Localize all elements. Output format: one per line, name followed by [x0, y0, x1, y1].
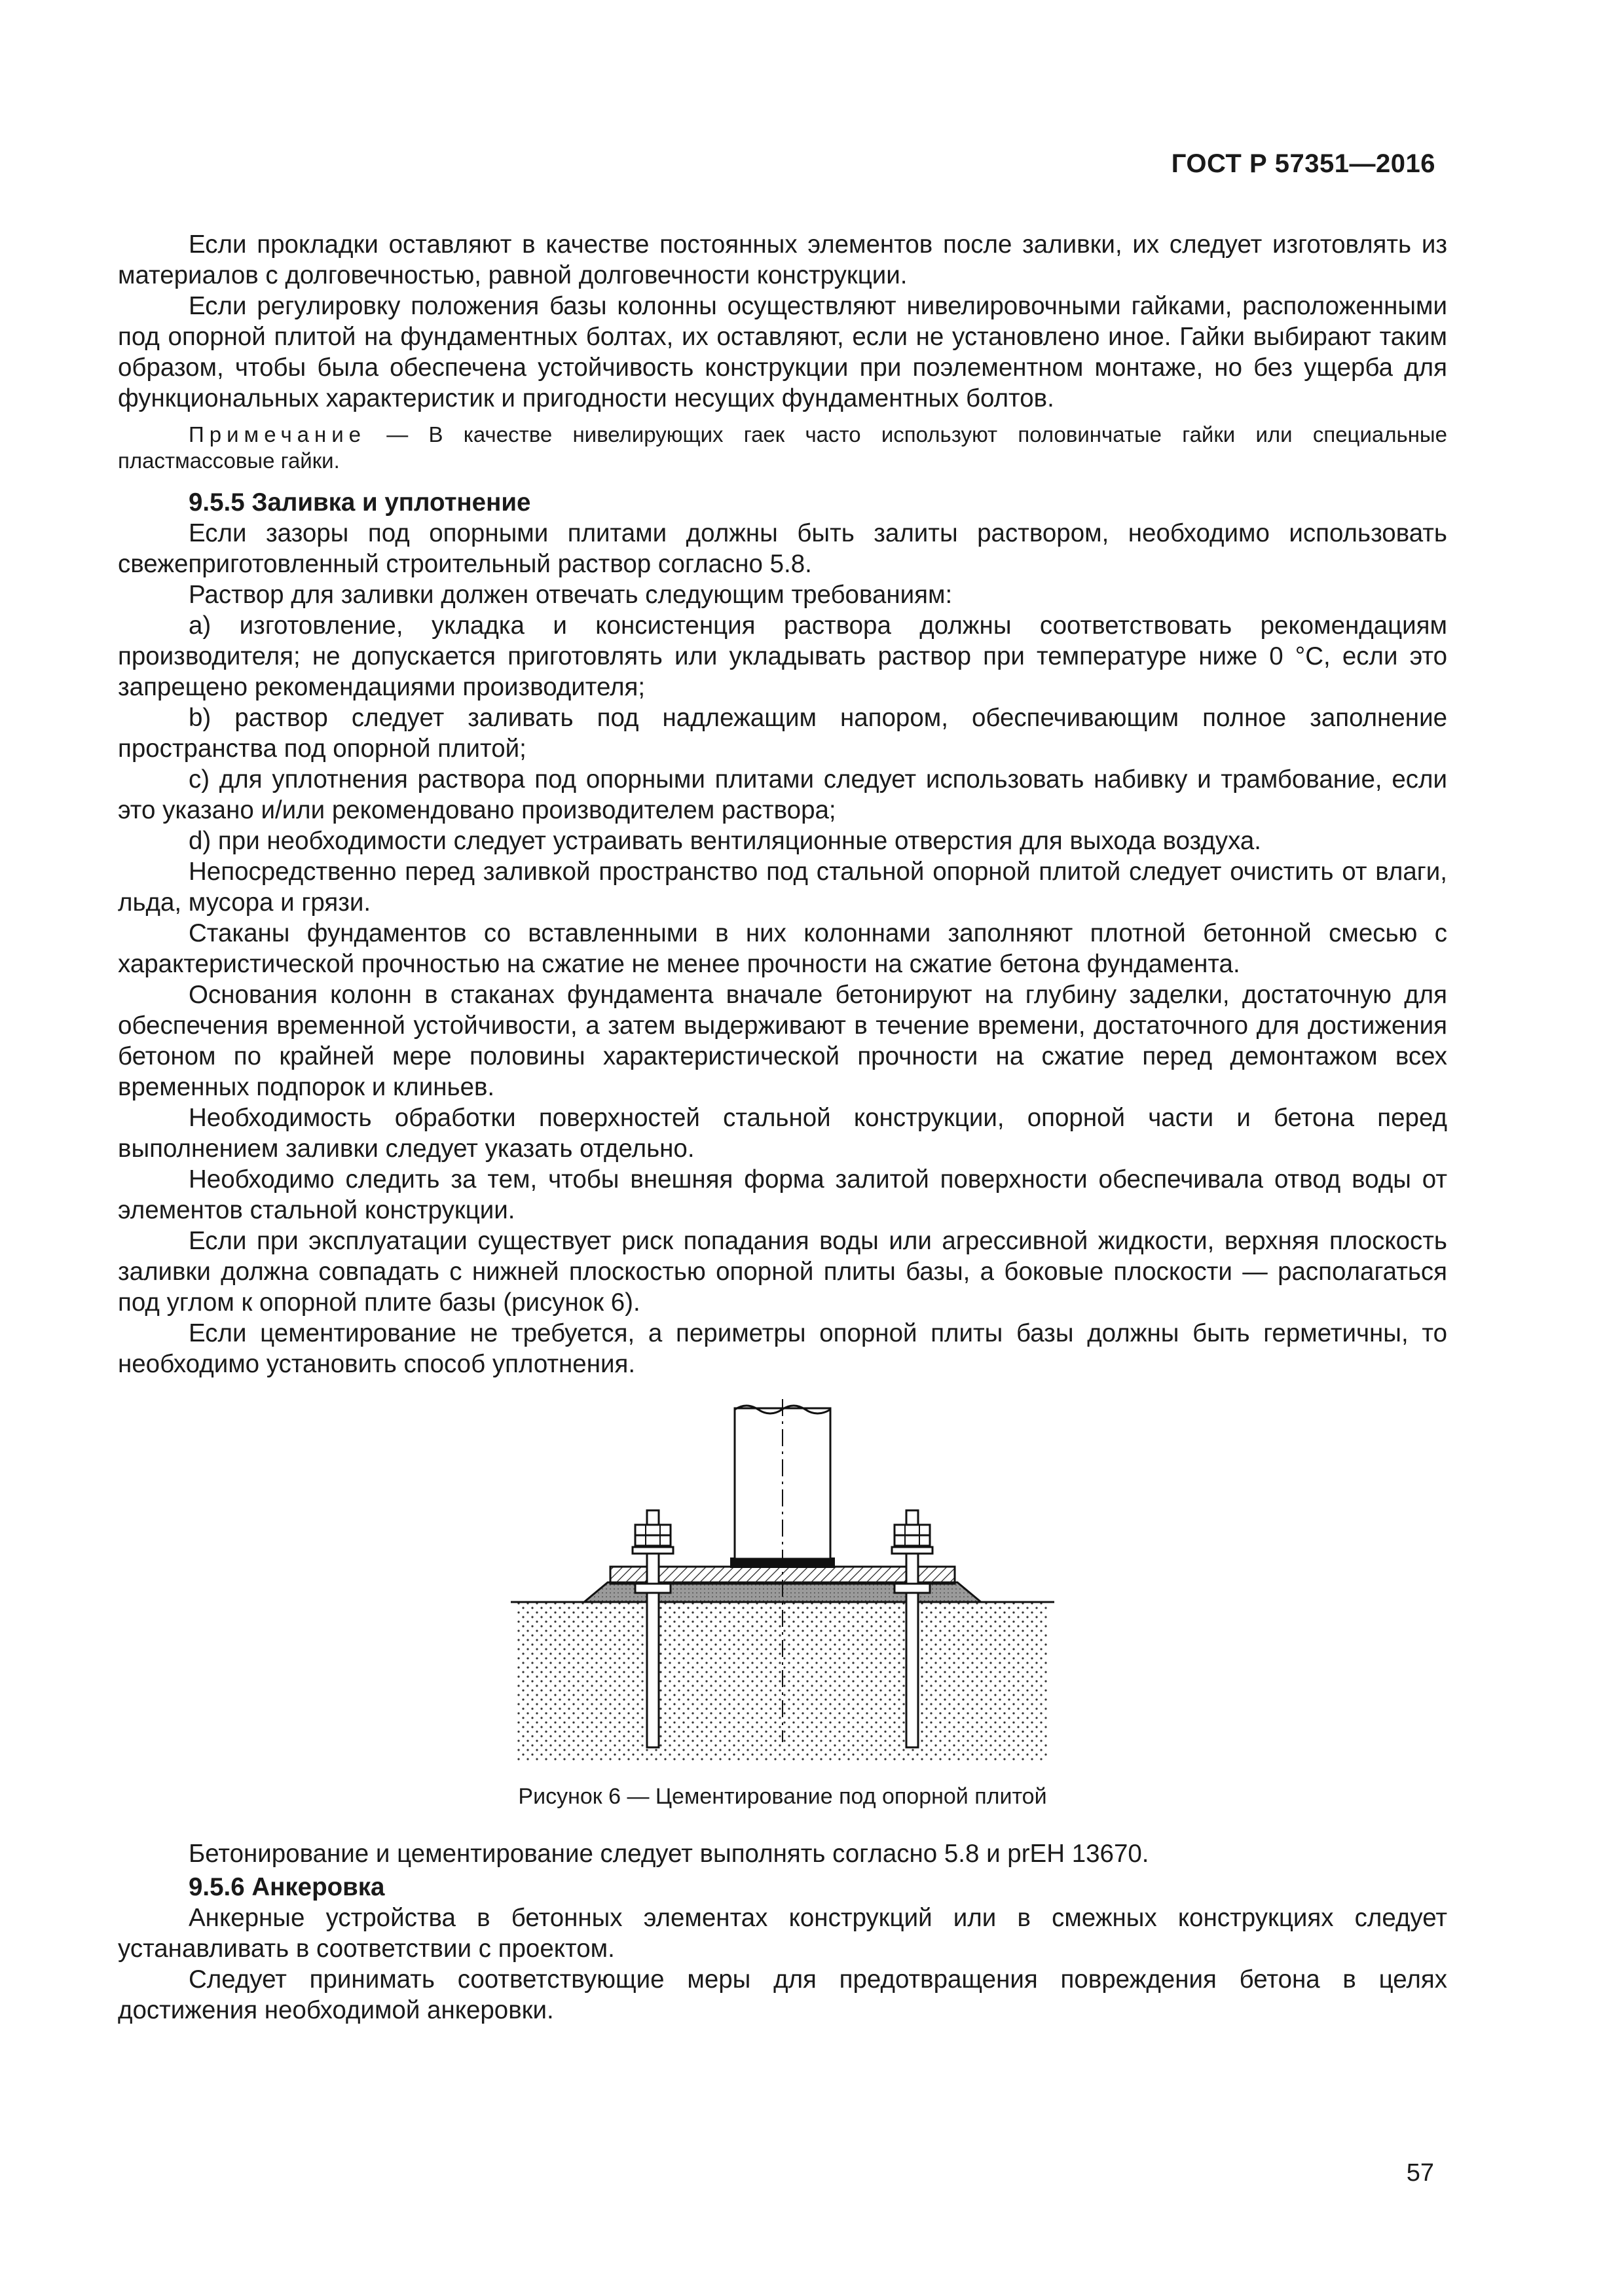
section-heading-9-5-6: 9.5.6 Анкеровка — [189, 1873, 385, 1901]
paragraph: Основания колонн в стаканах фундамента вначале бетонируют на глубину заделки, достаточную для обеспечения временной устойчивости, а затем выдерживают в течение времени, достаточного для достижения бетоном по крайней мере половины характеристической прочности на сжатие перед демонтажом всех временных подпорок и клиньев. — [118, 981, 1447, 1101]
note-text: — В качестве нивелирующих гаек часто используют половинчатые гайки или специальные пластмассовые гайки. — [118, 422, 1447, 473]
page-body — [118, 229, 1447, 2026]
note — [118, 422, 1447, 474]
list-item-a: a) изготовление, укладка и консистенция раствора должны соответствовать рекомендациям производителя; не допускается приготовлять или укладывать раствор при температуре ниже 0 °С, если это запрещено рекомендациями производителя; — [118, 611, 1447, 701]
grouting-drawing — [118, 1395, 1447, 1768]
paragraph: Необходимость обработки поверхностей стальной конструкции, опорной части и бетона перед выполнением заливки следует указать отдельно. — [118, 1104, 1447, 1163]
note-label: Примечание — [189, 422, 367, 446]
paragraph: Если регулировку положения базы колонны осуществляют нивелировочными гайками, расположенными под опорной плитой на фундаментных болтах, их оставляют, если не установлено иное. Гайки выбирают таким образом, чтобы была обеспечена устойчивость конструкции при поэлементном монтаже, но без ущерба для функциональных характеристик и пригодности несущих фундаментных болтов. — [118, 292, 1447, 412]
page-number: 57 — [1406, 2159, 1434, 2187]
paragraph: Следует принимать соответствующие меры для предотвращения повреждения бетона в целях достижения необходимой анкеровки. — [118, 1965, 1447, 2024]
paragraph: Необходимо следить за тем, чтобы внешняя форма залитой поверхности обеспечивала отвод воды от элементов стальной конструкции. — [118, 1165, 1447, 1224]
list-item-d: d) при необходимости следует устраивать вентиляционные отверстия для выхода воздуха. — [189, 827, 1261, 855]
list-item-b: b) раствор следует заливать под надлежащим напором, обеспечивающим полное заполнение пространства под опорной плитой; — [118, 704, 1447, 763]
figure-6-grouting-diagram — [118, 1395, 1447, 1768]
paragraph: Если цементирование не требуется, а периметры опорной плиты базы должны быть герметичны, то необходимо установить способ уплотнения. — [118, 1319, 1447, 1378]
figure-caption: Рисунок 6 — Цементирование под опорной плитой — [518, 1784, 1047, 1809]
paragraph: Если прокладки оставляют в качестве постоянных элементов после заливки, их следует изготовлять из материалов с долговечностью, равной долговечности конструкции. — [118, 230, 1447, 289]
paragraph: Бетонирование и цементирование следует выполнять согласно 5.8 и prЕН 13670. — [189, 1840, 1149, 1868]
paragraph: Если при эксплуатации существует риск попадания воды или агрессивной жидкости, верхняя плоскость заливки должна совпадать с нижней плоскостью опорной плиты базы, а боковые плоскости — располагаться под углом к опорной плите базы (рисунок 6). — [118, 1227, 1447, 1317]
paragraph: Анкерные устройства в бетонных элементах конструкций или в смежных конструкциях следует устанавливать в соответствии с проектом. — [118, 1904, 1447, 1963]
list-item-c: c) для уплотнения раствора под опорными плитами следует использовать набивку и трамбование, если это указано и/или рекомендовано производителем раствора; — [118, 765, 1447, 824]
section-heading-9-5-5: 9.5.5 Заливка и уплотнение — [189, 488, 531, 517]
document-code-header: ГОСТ Р 57351—2016 — [1171, 149, 1435, 178]
paragraph: Стаканы фундаментов со вставленными в них колоннами заполняют плотной бетонной смесью с характеристической прочностью на сжатие не менее прочности на сжатие бетона фундамента. — [118, 919, 1447, 978]
paragraph: Раствор для заливки должен отвечать следующим требованиям: — [189, 581, 953, 609]
paragraph: Непосредственно перед заливкой пространство под стальной опорной плитой следует очистить от влаги, льда, мусора и грязи. — [118, 858, 1447, 917]
paragraph: Если зазоры под опорными плитами должны быть залиты раствором, необходимо использовать свежеприготовленный строительный раствор согласно 5.8. — [118, 519, 1447, 578]
